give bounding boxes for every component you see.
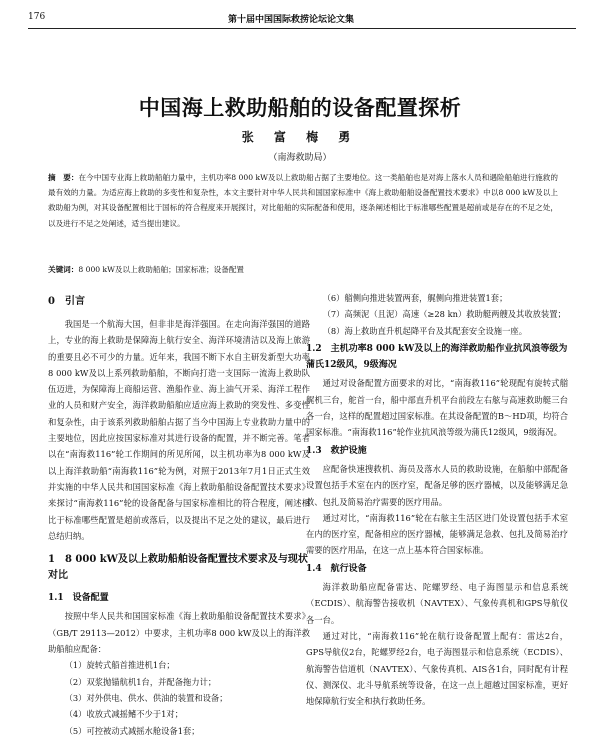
- intro-paragraph: 我国是一个航海大国，但非非是海洋强国。在走向海洋强国的道路上，专业的海上救助是保障海上航行安全、海洋环境清洁以及海上旅游的重要且必不可少的力量。近年来，我国不断下水自主研发新型大功率8 000 kW及以上系列救助船舶，不断向打造一支国际一流海上救助队伍迈进，为保障海上商船运营、渔船作业、海上油气开采、海洋工程作业的人员和财产安全，海洋救助船舶应适应海上救助的突发性、多变性和复杂性，由于该系列救助船舶占据了当今中国海上专业救助力量中的主要地位，因此应按国家标准对其进行设备的配置，并不断完善。笔者以在“南海救116”轮工作期间的所见所闻，以主机功率为8 000 kW及以上海洋救助船“南海救116”轮为例，对照于2013年7月1日正式生效并实施的中华人民共和国国家标准《海上救助船舶设备配置技术要求》来探讨“南海救116”轮的设备配备与国家标准相比的符合程度，阐述相比于标准哪些配置是超前或落后，以及提出不足之处的建议，最后进行总结归纳。: [48, 319, 310, 541]
- keywords-label: 关键词：: [48, 265, 79, 274]
- abstract-label: 摘 要：: [48, 173, 79, 182]
- section-1-1-heading: 1.1 设备配置: [48, 593, 109, 604]
- section-0-heading: 0 引言: [48, 296, 85, 307]
- section-1-2-heading: 1.2 主机功率8 000 kW及以上的海洋救助船作业抗风浪等级为蒲氏12级风，9级海况: [306, 343, 568, 371]
- section-1-heading: 1 8 000 kW及以上救助船舶设备配置技术要求及与现状对比: [48, 554, 308, 582]
- list-item: （5）可控被动式减摇水舱设备1套；: [64, 725, 200, 736]
- list-item: （6）艏侧向推进装置两套，艉侧向推进装置1套；: [322, 293, 508, 303]
- right-column: [306, 290, 568, 709]
- page-number: 176: [28, 12, 46, 22]
- list-item: （3）对外供电、供水、供油的装置和设备；: [64, 692, 228, 703]
- section-1-3-paragraph-2: 通过对比，“南海救116”轮在右舷主生活区进门处设置包括手术室在内的医疗室，配备相应的医疗器械，能够满足急救、包扎及简易治疗需要的医疗用品，在这一点上基本符合国家标准。: [306, 512, 568, 556]
- section-1-3-paragraph: 应配备快速搜救机、海员及落水人员的救助设施，在船舶中部配备设置包括手术室在内的医疗室，配备足够的医疗器械，以及能够满足急救、包扎及简易治疗需要的医疗用品。: [306, 463, 568, 507]
- section-1-3-heading: 1.3 救护设施: [306, 445, 367, 456]
- keywords-text: 8 000 kW及以上救助船舶；国家标准；设备配置: [78, 265, 245, 274]
- left-column: [48, 290, 310, 739]
- section-1-2-paragraph: 通过对设备配置方面要求的对比，“南海救116”轮现配有旋转式艏艉机三台，舵首一台，船中部直升机平台前段左右舷与高速救助艇三台各一台，这样的配置超过国家标准。在其设备配置的B～HD项，均符合国家标准。“南海救116”轮作业抗风浪等级为蒲氏12级风，9级海况。: [306, 378, 568, 438]
- abstract: [48, 170, 558, 231]
- list-item: （7）高频泥（且泥）高速（≥28 kn）救助艇两艘及其收放装置；: [322, 309, 566, 320]
- section-1-4-paragraph-2: 通过对比，“南海救116”轮在航行设备配置上配有：雷达2台，GPS导航仪2台，陀螺罗经2台，电子海图显示和信息系统（ECDIS）、航海警告信道机（NAVTEX）、气象传真机、AIS各1台，同时配有计程仪、测深仪、北斗导航系统等设备，在这一点上超越过国家标准，更好地保障航行安全和执行救助任务。: [306, 630, 568, 707]
- abstract-text: 在今中国专业海上救助船舶力量中，主机功率8 000 kW及以上救助船占据了主要地位。这一类船舶也是对海上落水人员和遇险船舶进行施救的最有效的力量。为适应海上救助的多变性和复杂性，本文主要针对中华人民共和国国家标准中《海上救助船舶设备配置技术要求》中以8 000 kW及以上救助船为例，对其设备配置相比于国标的符合程度来开展探讨，对比船舶的实际配备和使用，逐条阐述相比于标准哪些配置是超前或是存在的不足之处，以及进行不足之处阐述，适当提出建议。: [48, 173, 558, 228]
- list-item: （2）双浆抛锚航机1台，并配备拖力计；: [64, 676, 217, 687]
- section-1-4-paragraph: 海洋救助船应配备雷达、陀螺罗经、电子海图显示和信息系统（ECDIS）、航海警告接收机（NAVTEX）、气象传真机和GPS导航仪各一台。: [306, 582, 568, 625]
- list-item: （8）海上救助直升机起降平台及其配套安全设施一座。: [322, 325, 527, 336]
- list-item: （1）旋转式船首推进机1台；: [64, 660, 175, 671]
- list-item: （4）收放式减摇鳍不少于1对；: [64, 709, 184, 720]
- section-1-1-paragraph: 按照中华人民共和国国家标准《海上救助船舶设备配置技术要求》（GB/T 29113—2012）中要求，主机功率8 000 kW及以上的海洋救助船舶应配备：: [48, 611, 310, 655]
- section-1-4-heading: 1.4 航行设备: [306, 563, 367, 574]
- page-header: [28, 12, 576, 26]
- paper-authors: 张 富 梅 勇: [241, 130, 359, 144]
- header-rule: [28, 28, 576, 29]
- paper-affiliation: （南海救助局）: [268, 153, 332, 163]
- keywords: [48, 263, 558, 277]
- running-head: 第十届中国国际救捞论坛论文集: [228, 15, 355, 25]
- paper-title: 中国海上救助船舶的设备配置探析: [138, 95, 462, 120]
